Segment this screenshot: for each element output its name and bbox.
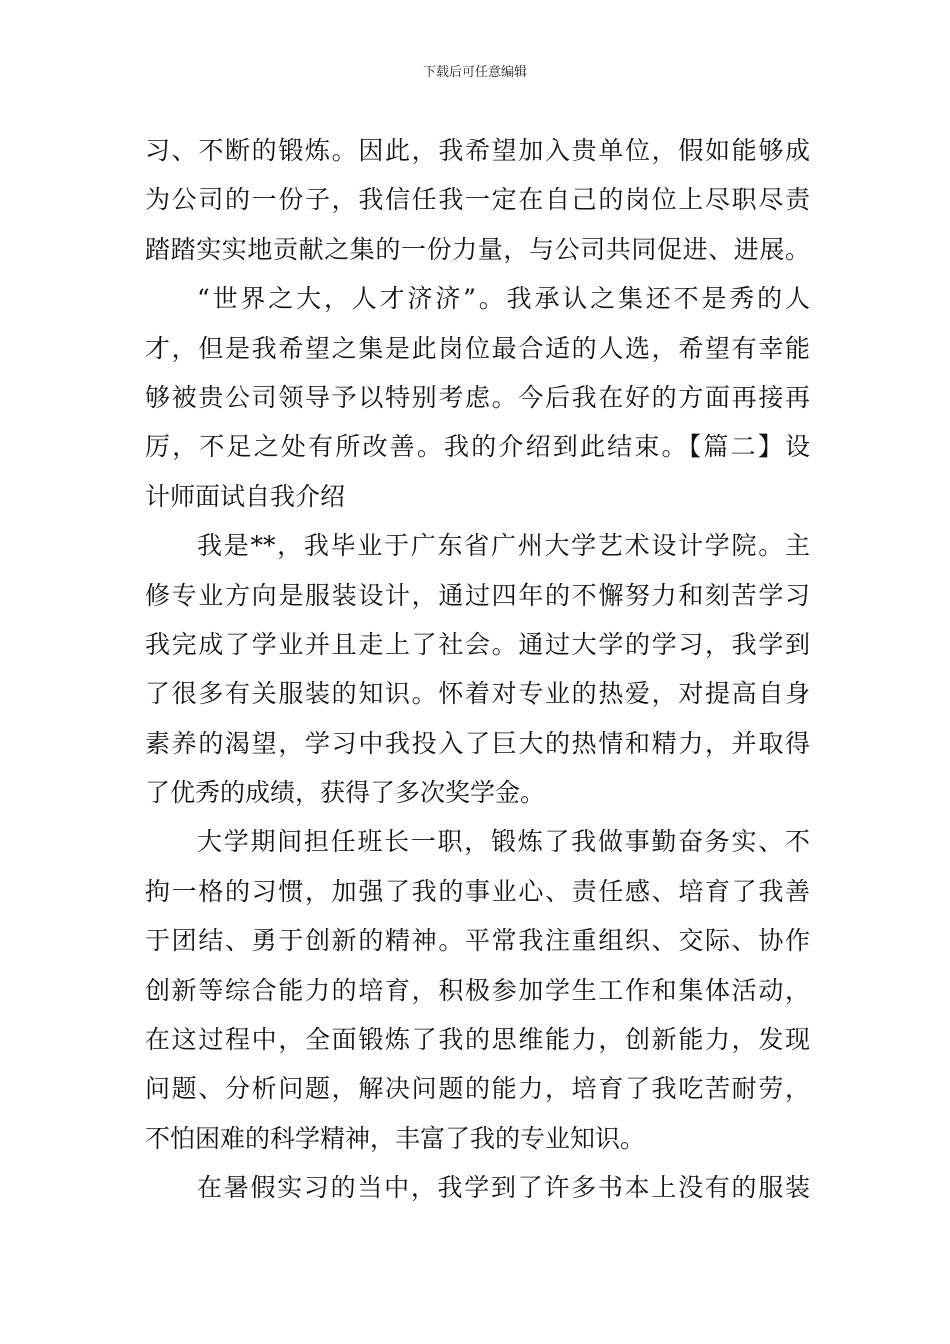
text-line: 素养的渴望，学习中我投入了巨大的热情和精力，并取得 xyxy=(145,728,810,758)
text-line: 我完成了学业并且走上了社会。通过大学的学习，我学到 xyxy=(145,629,810,659)
text-line: 了很多有关服装的知识。怀着对专业的热爱，对提高自身 xyxy=(145,679,810,709)
text-line: 创新等综合能力的培育，积极参加学生工作和集体活动， xyxy=(145,975,810,1005)
text-line: 在暑假实习的当中，我学到了许多书本上没有的服装 xyxy=(197,1173,810,1203)
text-line: 为公司的一份子，我信任我一定在自己的岗位上尽职尽责 xyxy=(145,185,810,215)
text-line: 问题、分析问题，解决问题的能力，培育了我吃苦耐劳， xyxy=(145,1074,810,1104)
page-header: 下载后可任意编辑 xyxy=(422,65,527,80)
text-line: 于团结、勇于创新的精神。平常我注重组织、交际、协作 xyxy=(145,926,810,956)
text-line: 才，但是我希望之集是此岗位最合适的人选，希望有幸能 xyxy=(145,333,810,363)
text-line: 不怕困难的科学精神，丰富了我的专业知识。 xyxy=(145,1123,646,1153)
text-line: 我是**，我毕业于广东省广州大学艺术设计学院。主 xyxy=(197,531,810,561)
text-line: 习、不断的锻炼。因此，我希望加入贵单位，假如能够成 xyxy=(145,136,810,165)
text-line: 计师面试自我介绍 xyxy=(145,481,346,511)
document-body xyxy=(145,126,810,1213)
text-line: 踏踏实实地贡献之集的一份力量，与公司共同促进、进展。 xyxy=(145,234,810,264)
text-line: 修专业方向是服装设计，通过四年的不懈努力和刻苦学习 xyxy=(145,580,810,610)
text-line: 厉，不足之处有所改善。我的介绍到此结束。【篇二】设 xyxy=(145,432,810,462)
text-line: 拘一格的习惯，加强了我的事业心、责任感、培育了我善 xyxy=(145,876,810,906)
text-line: 了优秀的成绩，获得了多次奖学金。 xyxy=(145,778,546,808)
text-line: 在这过程中，全面锻炼了我的思维能力，创新能力，发现 xyxy=(145,1025,810,1055)
text-line: “世界之大，人才济济”。我承认之集还不是秀的人 xyxy=(197,284,810,314)
text-line: 够被贵公司领导予以特别考虑。今后我在好的方面再接再 xyxy=(145,382,810,412)
text-line: 大学期间担任班长一职，锻炼了我做事勤奋务实、不 xyxy=(197,827,810,857)
